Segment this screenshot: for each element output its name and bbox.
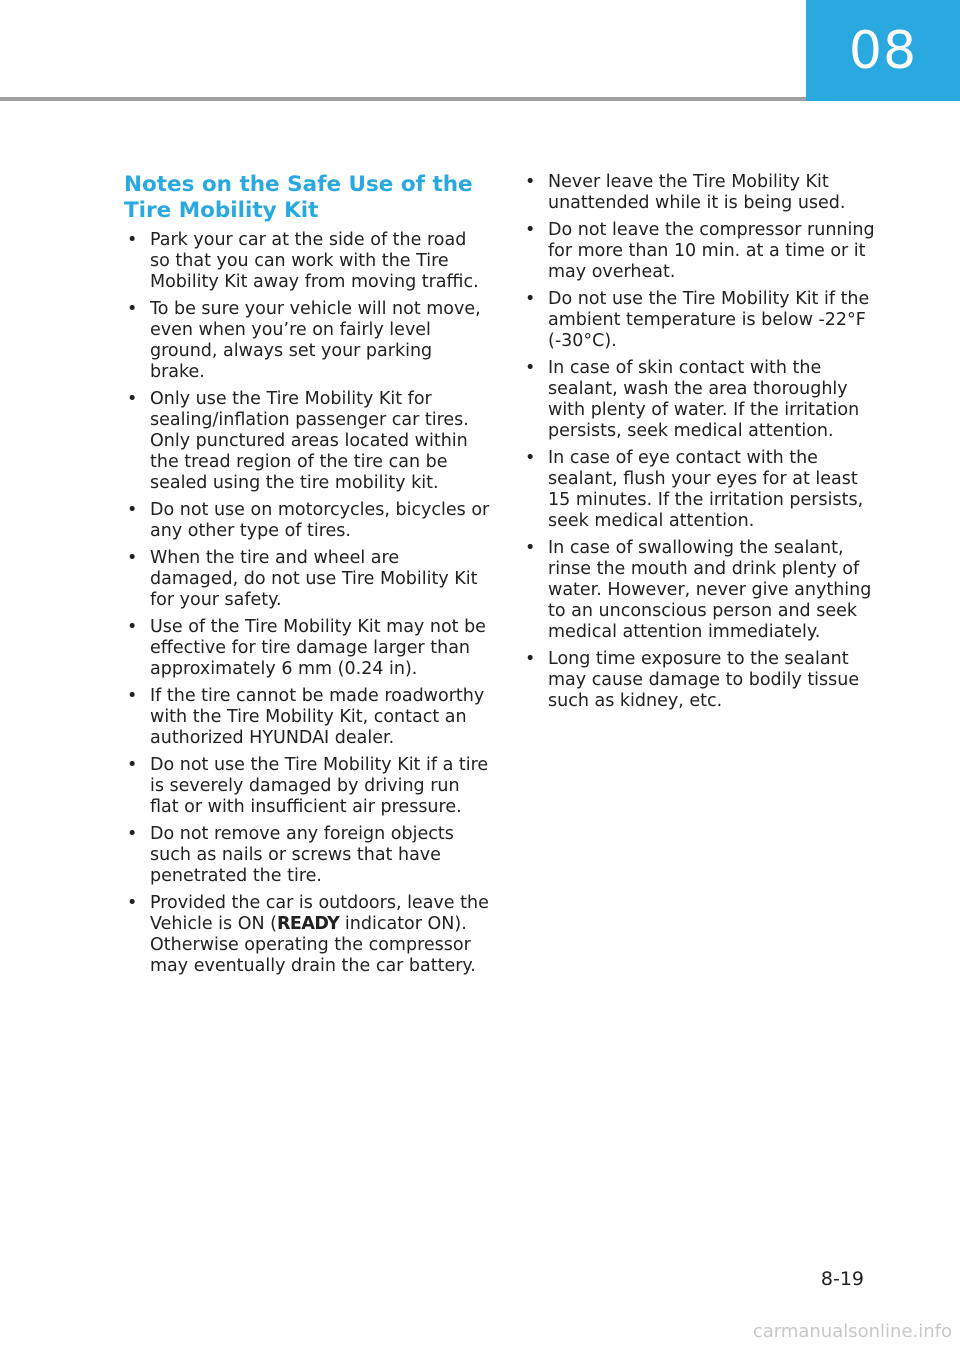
list-item [124,389,490,494]
list-item-text: Do not leave the compressor running for more than 10 min. at a time or it may overheat. [548,220,875,282]
list-item [124,548,490,611]
bullet-icon: • [127,299,138,319]
list-item-text: In case of eye contact with the sealant, flush your eyes for at least 15 minutes. If the irritation persists, seek medical attention. [548,448,864,531]
chapter-number: 08 [848,20,918,81]
bullet-icon: • [525,448,536,468]
bullet-icon: • [525,358,536,378]
list-item-text: Park your car at the side of the road so that you can work with the Tire Mobility Kit away from moving traffic. [150,230,479,292]
chapter-tab [806,0,960,101]
list-item [124,893,490,977]
list-item-text: In case of skin contact with the sealant, wash the area thoroughly with plenty of water. If the irritation persists, seek medical attention. [548,358,860,441]
header-rule [0,97,806,101]
list-item-text: To be sure your vehicle will not move, even when you’re on fairly level ground, always set your parking brake. [150,299,481,382]
list-item [522,538,882,643]
list-item [124,755,490,818]
list-item-text: When the tire and wheel are damaged, do not use Tire Mobility Kit for your safety. [150,548,478,610]
list-item-text: Do not use the Tire Mobility Kit if the ambient temperature is below -22°F (-30°C). [548,289,870,351]
bullet-icon: • [525,538,536,558]
list-item [124,824,490,887]
bullet-icon: • [127,686,138,706]
list-item [522,220,882,283]
bullet-icon: • [127,617,138,637]
bullet-icon: • [525,220,536,240]
list-item [124,299,490,383]
right-column [522,172,882,718]
bullet-icon: • [525,649,536,669]
bullet-icon: • [127,824,138,844]
list-item-text-after: indicator ON). Otherwise operating the compressor may eventually drain the car battery. [150,914,476,976]
bullet-icon: • [127,500,138,520]
list-item-text: Never leave the Tire Mobility Kit unattended while it is being used. [548,172,846,213]
list-item [522,448,882,532]
list-item [522,649,882,712]
ready-indicator-label: READY [276,914,340,934]
bullet-icon: • [127,230,138,250]
watermark: carmanualsonline.info [752,1321,952,1342]
section-title: Notes on the Safe Use of the Tire Mobility Kit [124,172,473,223]
list-item-text: Use of the Tire Mobility Kit may not be effective for tire damage larger than approximately 6 mm (0.24 in). [150,617,486,679]
bullet-icon: • [127,893,138,913]
bullet-icon: • [525,289,536,309]
list-item-text: Do not use on motorcycles, bicycles or any other type of tires. [150,500,490,541]
list-item-text: Do not remove any foreign objects such as nails or screws that have penetrated the tire. [150,824,454,886]
list-item [522,289,882,352]
bullet-icon: • [127,548,138,568]
list-item-text: In case of swallowing the sealant, rinse the mouth and drink plenty of water. However, never give anything to an unconscious person and seek medical attention immediately. [548,538,872,642]
list-item [124,500,490,542]
list-item [124,230,490,293]
bullet-icon: • [127,389,138,409]
list-item [124,617,490,680]
left-column [124,172,490,983]
list-item-text: If the tire cannot be made roadworthy with the Tire Mobility Kit, contact an authorized HYUNDAI dealer. [150,686,485,748]
bullet-icon: • [525,172,536,192]
list-item-text-before: Provided the car is outdoors, leave the Vehicle is ON ( [150,893,489,934]
list-item [522,358,882,442]
list-item-text: Only use the Tire Mobility Kit for sealing/inflation passenger car tires. Only punctured areas located within the tread region of the tire can be sealed using the tire mobility kit. [150,389,469,493]
left-bullet-list [124,230,490,977]
list-item-text: Long time exposure to the sealant may cause damage to bodily tissue such as kidney, etc. [548,649,860,711]
list-item-text: Do not use the Tire Mobility Kit if a tire is severely damaged by driving run flat or with insufficient air pressure. [150,755,489,817]
page-number: 8-19 [820,1268,864,1290]
bullet-icon: • [127,755,138,775]
list-item [522,172,882,214]
right-bullet-list [522,172,882,712]
list-item [124,686,490,749]
